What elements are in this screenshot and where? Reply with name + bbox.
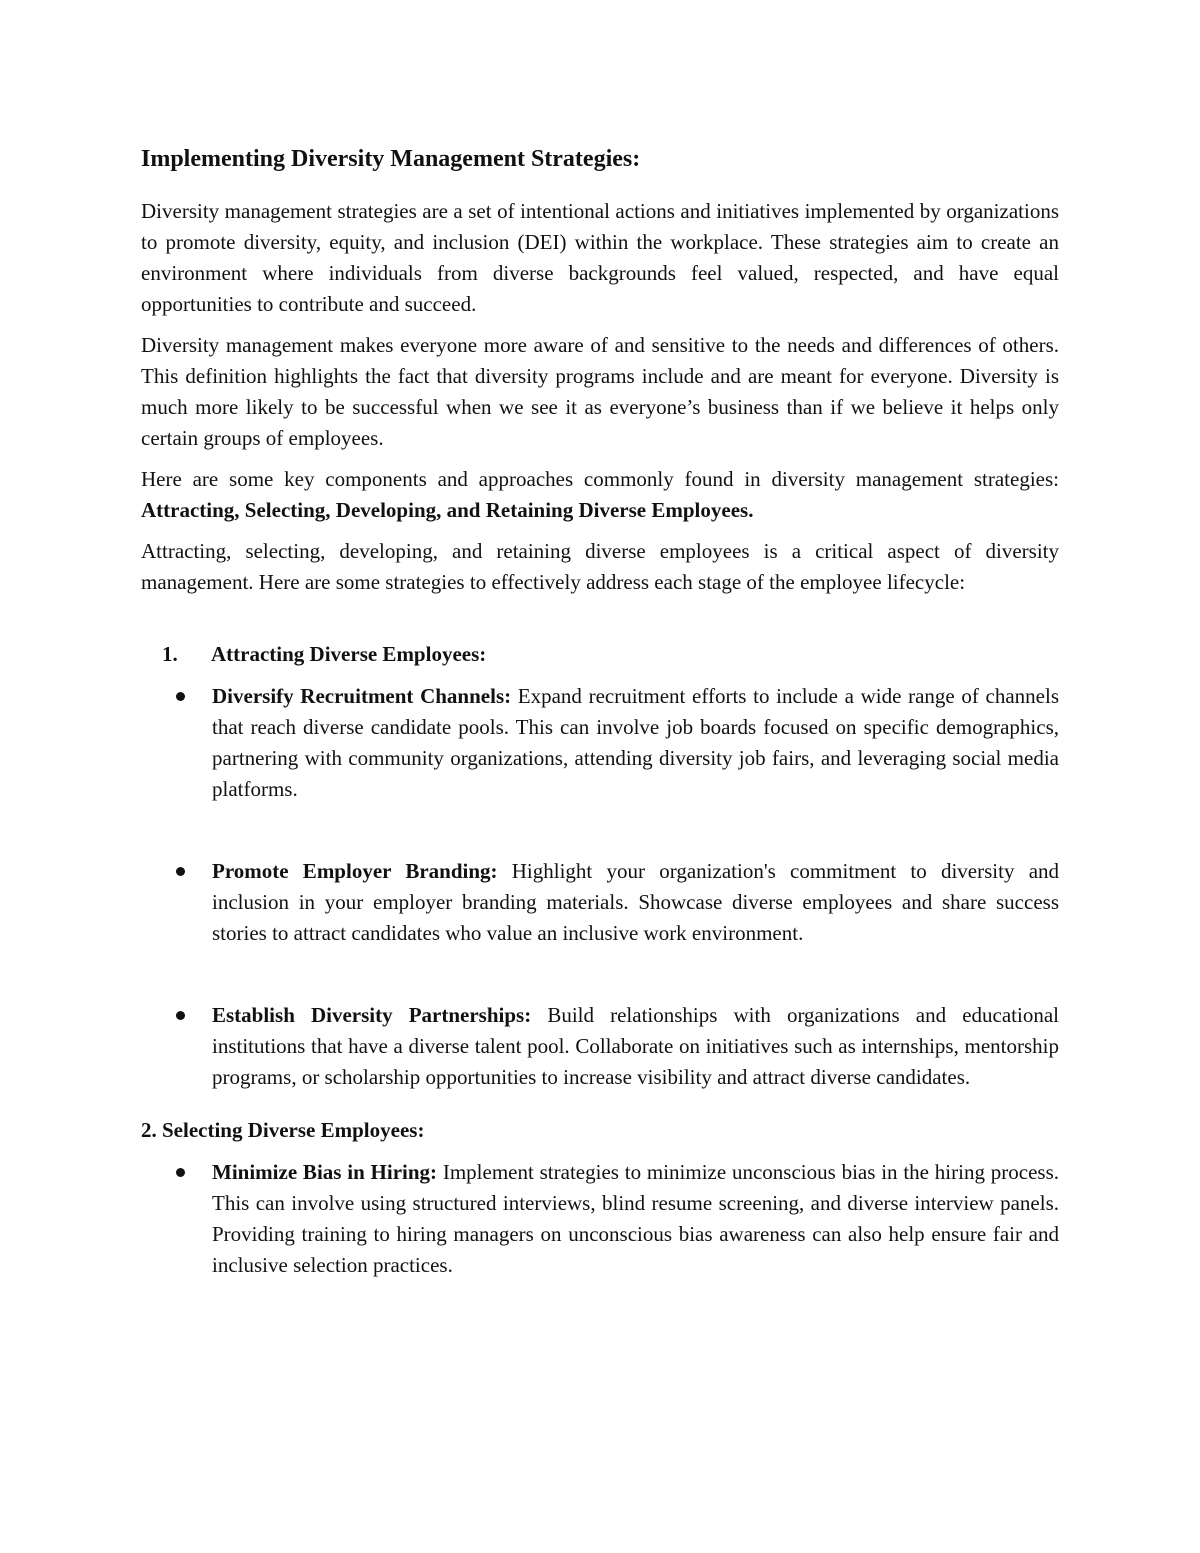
list-item-text: [212, 681, 1059, 805]
paragraph-definition: Diversity management strategies are a set of intentional actions and initiatives implemented by organizations to promote diversity, equity, and inclusion (DEI) within the workplace. These strategies aim to create an environment where individuals from diverse backgrounds feel valued, respected, and have equal opportunities to contribute and succeed.: [141, 199, 1059, 316]
section-number: 1.: [162, 642, 178, 666]
list-item-body: Highlight your organization's commitment to diversity and inclusion in your employer branding materials. Showcase diverse employees and share success stories to attract candidates who value an inclusive work environment.: [212, 859, 1060, 945]
list-item-term: Diversify Recruitment Channels:: [212, 684, 512, 708]
list-item: [171, 1000, 1059, 1093]
bullet-icon: [171, 856, 212, 949]
list-item-term: Promote Employer Branding:: [212, 859, 498, 883]
paragraph-components-lead: Here are some key components and approaches commonly found in diversity management strategies:: [141, 467, 1059, 491]
bullet-icon: [171, 1000, 212, 1093]
list-item: [171, 1157, 1059, 1281]
section-heading-selecting: 2. Selecting Diverse Employees:: [141, 1118, 425, 1142]
paragraph-awareness: Diversity management makes everyone more aware of and sensitive to the needs and differences of others. This definition highlights the fact that diversity programs include and are meant for everyone. Diversity is much more likely to be successful when we see it as everyone’s business than if we believe it helps only certain groups of employees.: [141, 333, 1059, 450]
document-page: [141, 142, 1059, 1281]
list-item-body: Build relationships with organizations and educational institutions that have a diverse talent pool. Collaborate on initiatives such as internships, mentorship programs, or scholarship opportunities to increase visibility and attract diverse candidates.: [212, 1003, 1060, 1089]
paragraph-lifecycle: Attracting, selecting, developing, and retaining diverse employees is a critical aspect of diversity management. Here are some strategies to effectively address each stage of the employee lifecycle:: [141, 539, 1059, 594]
list-item-text: [212, 1157, 1059, 1281]
bullet-icon: [171, 681, 212, 805]
page-title: Implementing Diversity Management Strategies:: [141, 146, 641, 172]
list-item-body: Implement strategies to minimize unconscious bias in the hiring process. This can involve using structured interviews, blind resume screening, and diverse interview panels. Providing training to hiring managers on unconscious bias awareness can also help ensure fair and inclusive selection practices.: [212, 1160, 1059, 1277]
list-item: [171, 856, 1059, 949]
bullet-icon: [171, 1157, 212, 1281]
list-item-term: Minimize Bias in Hiring:: [212, 1160, 438, 1184]
list-item: [171, 681, 1059, 805]
paragraph-components-bold: Attracting, Selecting, Developing, and Retaining Diverse Employees.: [141, 498, 754, 522]
section-heading-text: Attracting Diverse Employees:: [211, 642, 487, 666]
paragraph-components: [141, 464, 1059, 526]
section-heading-attracting: [162, 639, 1059, 670]
list-item-text: [212, 856, 1059, 949]
list-item-text: [212, 1000, 1059, 1093]
list-item-body: Expand recruitment efforts to include a wide range of channels that reach diverse candidate pools. This can involve job boards focused on specific demographics, partnering with community organizations, attending diversity job fairs, and leveraging social media platforms.: [212, 684, 1059, 801]
list-item-term: Establish Diversity Partnerships:: [212, 1003, 532, 1027]
